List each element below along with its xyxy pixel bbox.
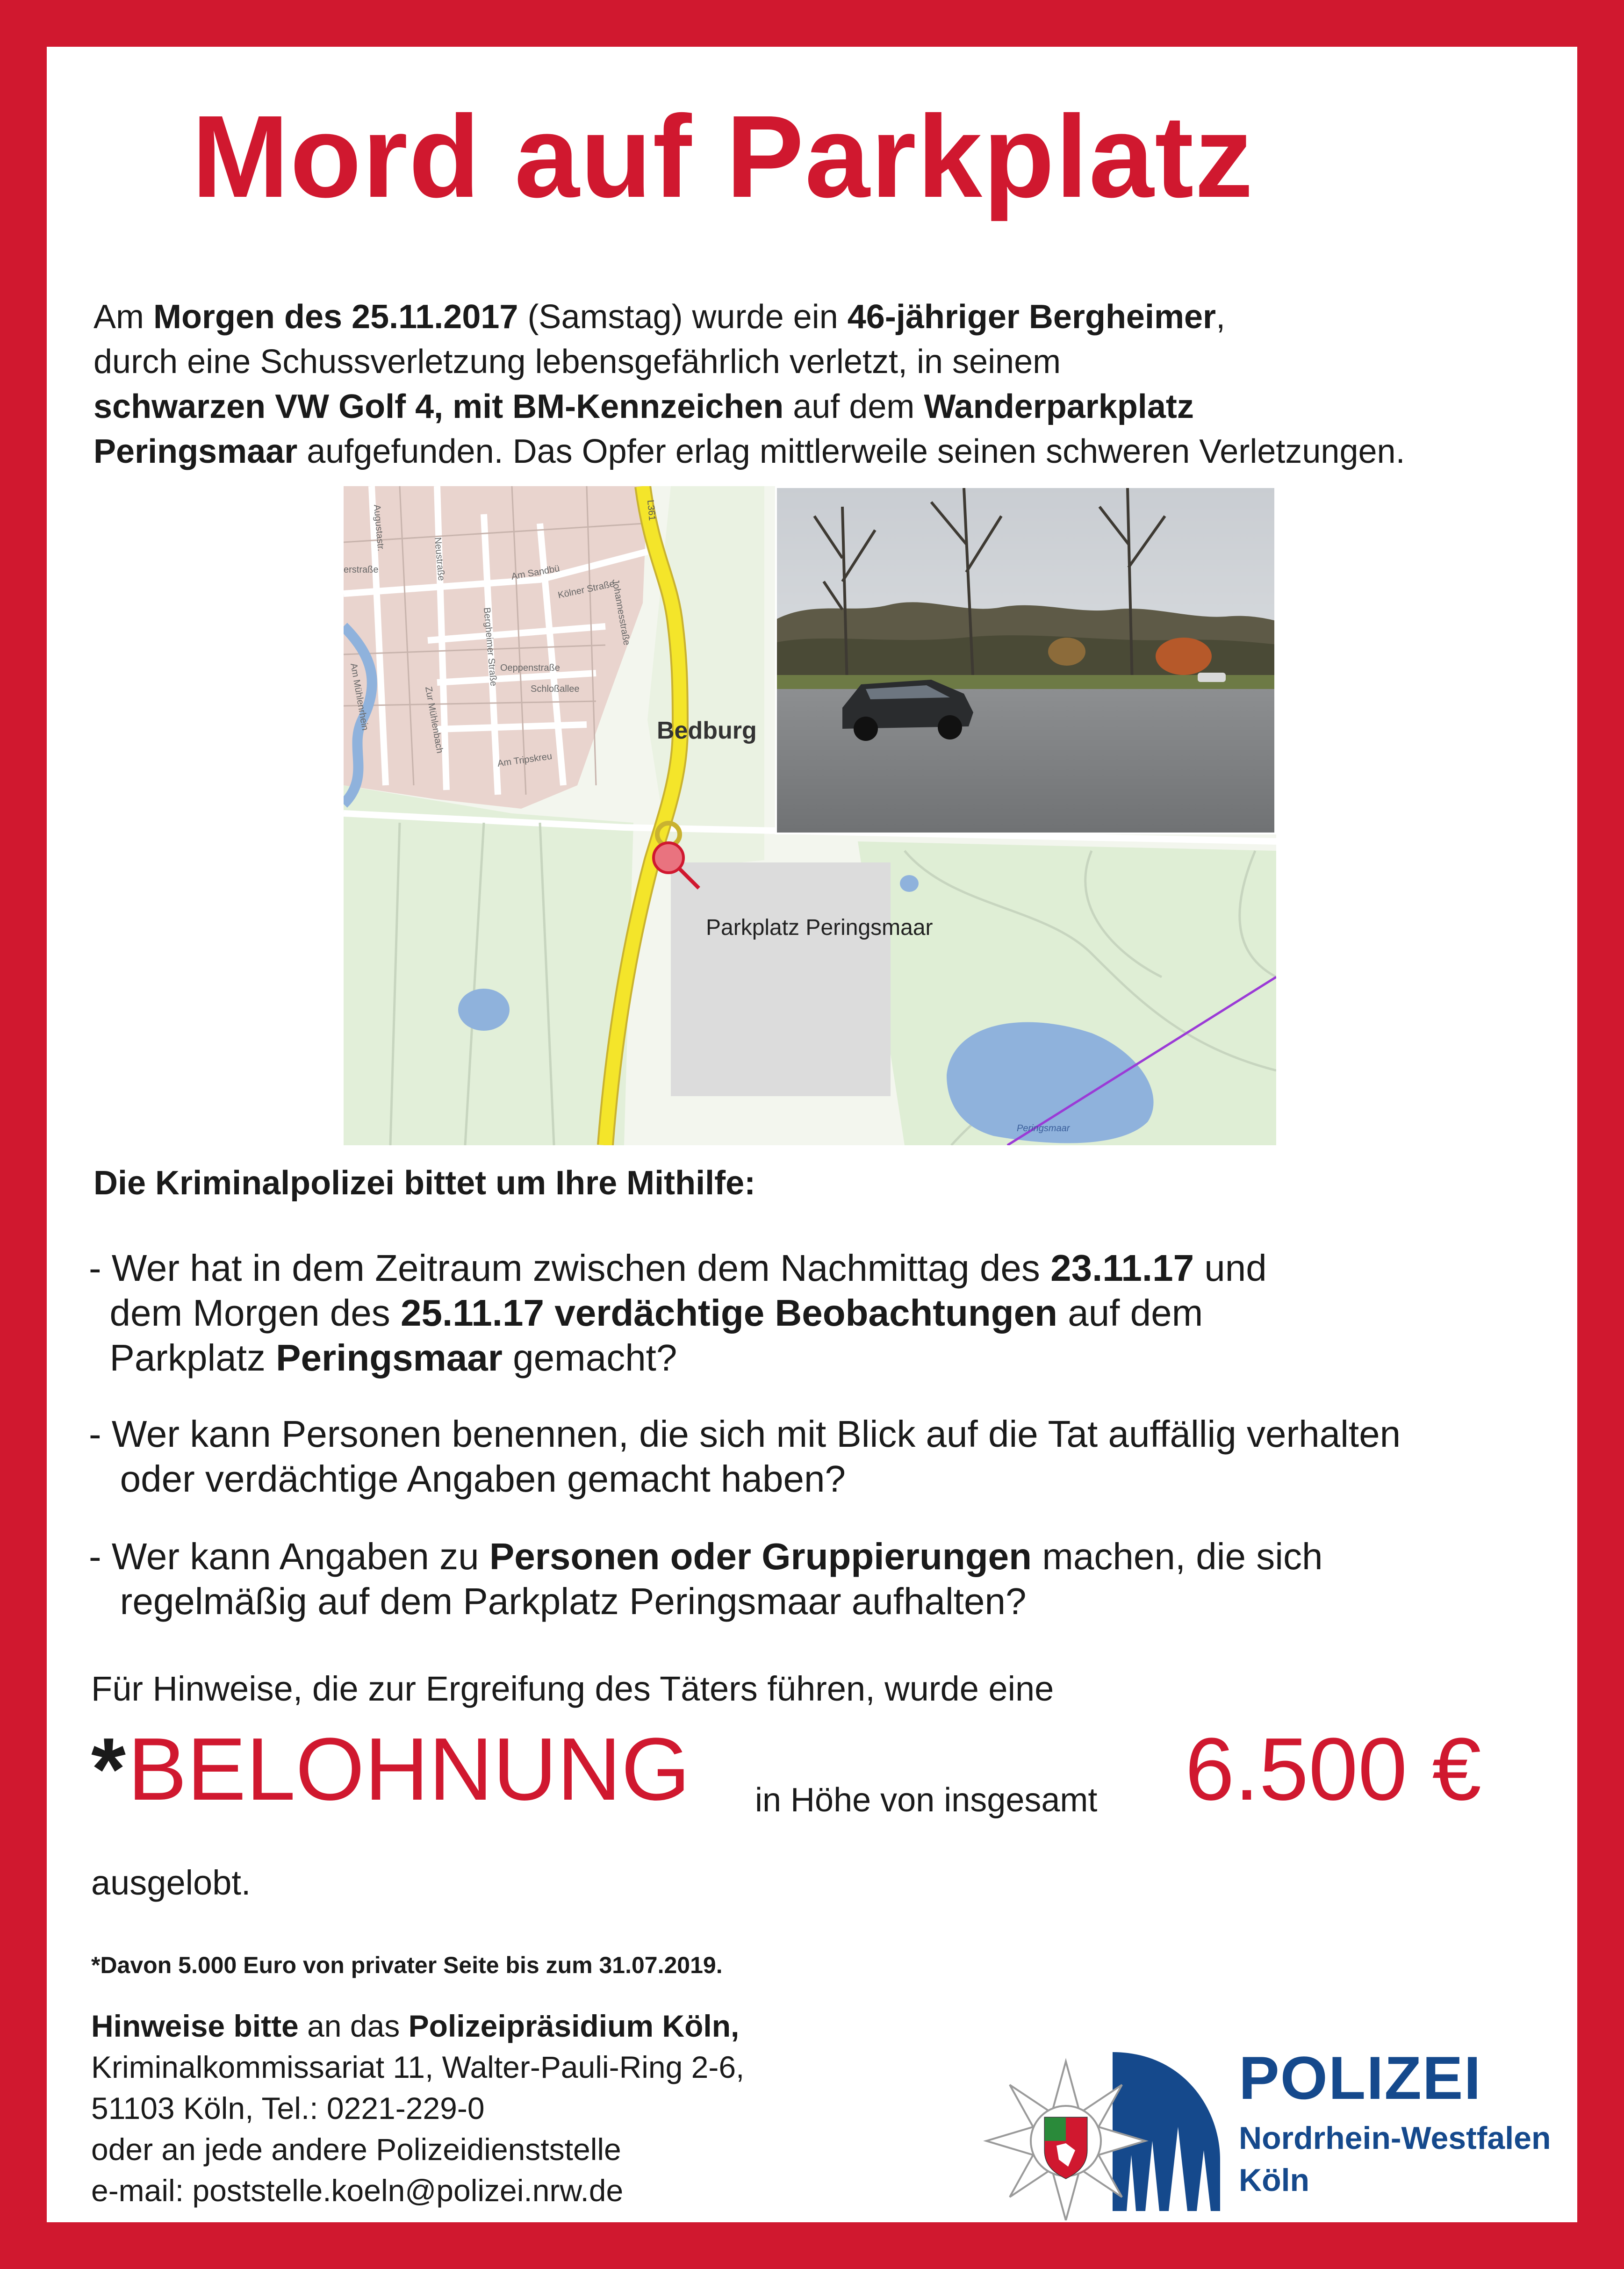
question-text: oder verdächtige Angaben gemacht haben? — [89, 1458, 846, 1500]
intro-text: auf dem — [783, 388, 924, 425]
question-text: - Wer hat in dem Zeitraum zwischen dem Nachmittag des — [89, 1247, 1051, 1289]
map-town-label: Bedburg — [657, 717, 757, 744]
question-text: regelmäßig auf dem Parkplatz Peringsmaar aufhalten? — [89, 1580, 1027, 1622]
pond — [458, 989, 510, 1031]
question-text: auf dem — [1057, 1292, 1203, 1334]
intro-text: durch eine Schussverletzung lebensgefährlich verletzt, in seinem — [93, 343, 1061, 381]
map-street-label: Johannesstraße — [610, 578, 632, 646]
question-2 — [89, 1412, 1538, 1501]
map-parking-label: Parkplatz Peringsmaar — [706, 915, 933, 940]
map-street-label: Kölner Straße — [557, 578, 616, 601]
reward-asterisk: * — [91, 1720, 126, 1819]
map-road-label: L361 — [645, 499, 657, 521]
location-pin-icon — [654, 843, 683, 873]
question-emphasis: Personen oder Gruppierungen — [489, 1536, 1032, 1577]
question-3 — [89, 1534, 1538, 1624]
map-street-label: Am Tripskreu — [496, 751, 553, 769]
question-text: - Wer kann Angaben zu — [89, 1536, 489, 1577]
question-text: - Wer kann Personen benennen, die sich mit Blick auf die Tat auffällig verhalten — [89, 1413, 1401, 1455]
section-heading: Die Kriminalpolizei bittet um Ihre Mithilfe: — [93, 1164, 756, 1202]
map-street-label: Zur Mühlenbach — [423, 686, 445, 754]
logo-police: POLIZEI — [1239, 2044, 1482, 2112]
contact-heading: Hinweise bitte — [91, 2009, 299, 2043]
question-text: gemacht? — [502, 1337, 677, 1379]
question-text: machen, die sich — [1032, 1536, 1323, 1577]
question-text: dem Morgen des — [89, 1292, 401, 1334]
question-emphasis: 25.11.17 verdächtige Beobachtungen — [401, 1292, 1057, 1334]
question-text: Parkplatz — [89, 1337, 276, 1379]
intro-date: Morgen des 25.11.2017 — [153, 298, 518, 336]
page-title: Mord auf Parkplatz — [192, 91, 1254, 222]
map-lake-label: Peringsmaar — [1017, 1123, 1070, 1134]
map-street-label: erstraße — [344, 565, 379, 575]
intro-text: aufgefunden. Das Opfer erlag mittlerweile seinen schweren Verletzungen. — [297, 433, 1405, 470]
map-street-label: Am Sandbü — [510, 563, 560, 582]
map-street-label: Am Mühlenrhein — [348, 662, 371, 732]
question-location: Peringsmaar — [276, 1337, 503, 1379]
reward-mid-text: in Höhe von insgesamt — [755, 1781, 1098, 1819]
reward-amount: 6.500 € — [1185, 1720, 1481, 1819]
question-1 — [89, 1246, 1538, 1380]
parking-area — [671, 862, 891, 1096]
map-street-label: Schloßallee — [531, 684, 580, 694]
map-street-label: Neustraße — [432, 537, 447, 582]
logo-state: Nordrhein-Westfalen — [1239, 2120, 1551, 2156]
footnote: *Davon 5.000 Euro von privater Seite bis zum 31.07.2019. — [91, 1952, 723, 1978]
police-logo-text — [1239, 2044, 1551, 2198]
intro-location: Peringsmaar — [93, 433, 298, 470]
contact-block — [91, 2005, 1026, 2211]
intro-victim: 46-jähriger Bergheimer — [847, 298, 1216, 336]
contact-text: an das — [298, 2009, 409, 2043]
police-logo — [958, 2033, 1566, 2220]
reward-intro: Für Hinweise, die zur Ergreifung des Täters führen, wurde eine — [91, 1669, 1054, 1708]
contact-email: e-mail: poststelle.koeln@polizei.nrw.de — [91, 2173, 624, 2208]
question-date: 23.11.17 — [1050, 1247, 1194, 1289]
map-street-label: Bergheimer Straße — [481, 607, 499, 687]
intro-car: schwarzen VW Golf 4, mit BM-Kennzeichen — [93, 388, 784, 425]
map-street-label: Augustastr. — [372, 504, 386, 552]
logo-city: Köln — [1239, 2162, 1310, 2198]
reward-word: BELOHNUNG — [128, 1720, 690, 1819]
contact-address: Kriminalkommissariat 11, Walter-Pauli-Ring 2-6, — [91, 2050, 745, 2084]
contact-phone: 51103 Köln, Tel.: 0221-229-0 — [91, 2091, 485, 2125]
intro-text: , — [1216, 298, 1226, 336]
map-street-label: Oeppenstraße — [500, 663, 560, 673]
intro-text: (Samstag) wurde ein — [518, 298, 848, 336]
reward-outro: ausgelobt. — [91, 1863, 251, 1902]
police-star-icon — [986, 2061, 1145, 2220]
intro-paragraph — [93, 294, 1543, 474]
reward-row — [91, 1720, 1540, 1837]
intro-location: Wanderparkplatz — [924, 388, 1194, 425]
parking-lot-photo — [775, 486, 1276, 834]
question-text: und — [1194, 1247, 1267, 1289]
contact-authority: Polizeipräsidium Köln, — [408, 2009, 740, 2043]
intro-text: Am — [93, 298, 154, 336]
contact-text: oder an jede andere Polizeidienststelle — [91, 2132, 621, 2167]
